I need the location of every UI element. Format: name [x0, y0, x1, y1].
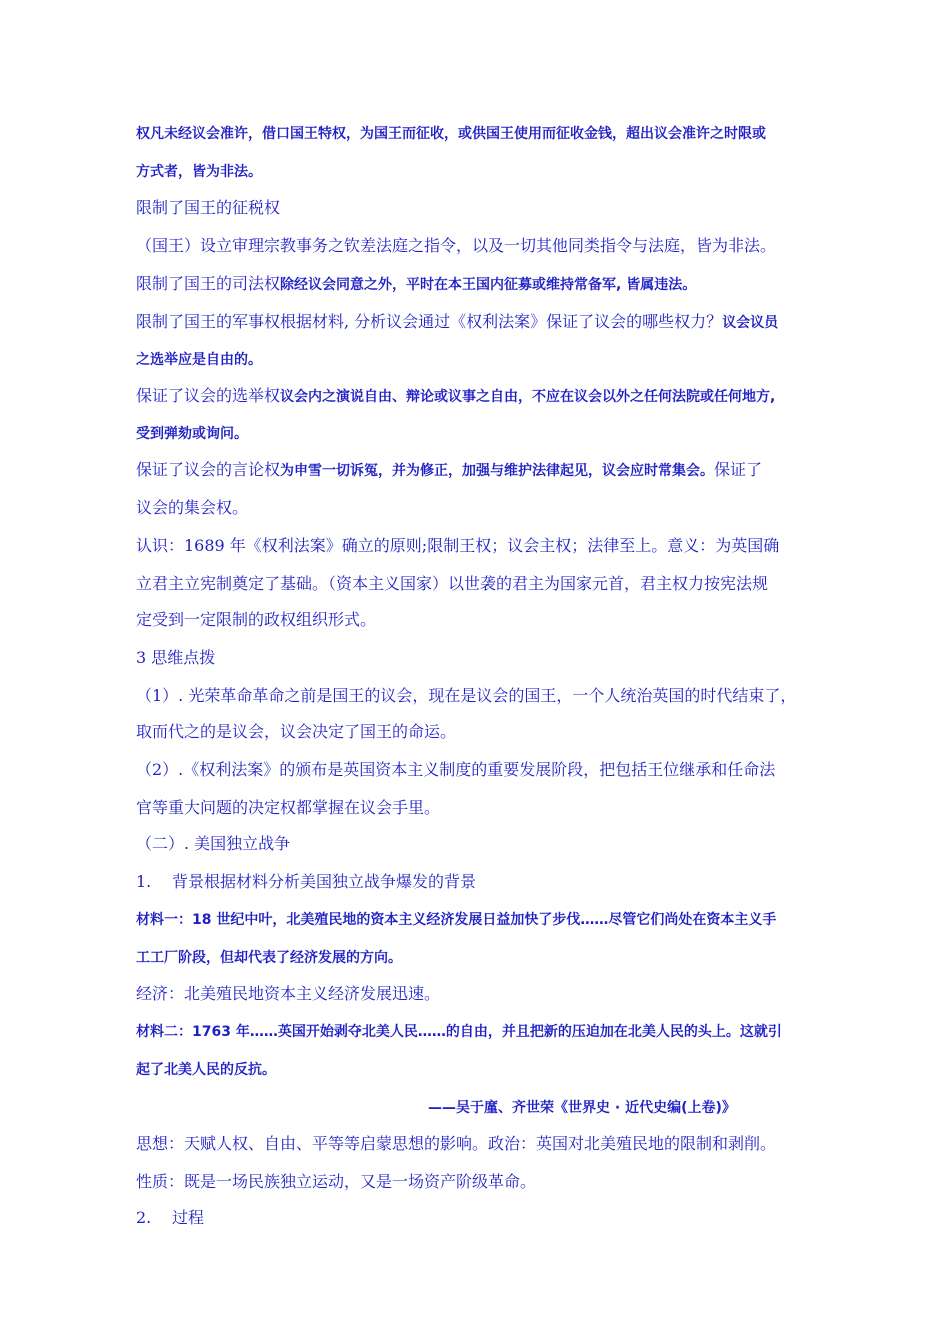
section-heading: （二）. 美国独立战争 [136, 834, 291, 853]
text-line: 限制了国王的征税权 [136, 198, 281, 217]
text-line: 定受到一定限制的政权组织形式。 [136, 610, 377, 629]
material-text: 材料二：1763 年……英国开始剥夺北美人民……的自由，并且把新的压迫加在北美人民的头上。这就引 [136, 1024, 782, 1040]
text-line: 性质：既是一场民族独立运动，又是一场资产阶级革命。 [136, 1172, 537, 1191]
text-span: 为申雪一切诉冤，并为修正，加强与维护法律起见，议会应时常集会。 [280, 463, 715, 479]
text-line: 经济：北美殖民地资本主义经济发展迅速。 [136, 984, 441, 1003]
text-span: 议会内之演说自由、辩论或议事之自由，不应在议会以外之任何法院或任何地方, [280, 389, 776, 405]
text-line [136, 460, 762, 481]
text-line: 思想：天赋人权、自由、平等等启蒙思想的影响。政治：英国对北美殖民地的限制和剥削。 [136, 1134, 777, 1153]
text-line: 官等重大问题的决定权都掌握在议会手里。 [136, 798, 441, 817]
text-line: 权凡未经议会准许，借口国王特权，为国王而征收，或供国王使用而征收金钱，超出议会准许之时限或 [136, 126, 766, 142]
text-span: 限制了国王的军事权根据材料, 分析议会通过《权利法案》保证了议会的哪些权力？ [136, 312, 723, 331]
list-number: 1. [136, 872, 152, 891]
list-number: 2. [136, 1208, 152, 1227]
material-text: 材料一：18 世纪中叶，北美殖民地的资本主义经济发展日益加快了步伐……尽管它们尚处在资本主义手 [136, 912, 777, 928]
section-heading: 3 思维点拨 [136, 648, 216, 667]
material-text: 工工厂阶段，但却代表了经济发展的方向。 [136, 950, 402, 966]
text-line [136, 386, 775, 407]
text-line: 取而代之的是议会，议会决定了国王的命运。 [136, 722, 457, 741]
text-line: 立君主立宪制奠定了基础。（资本主义国家）以世袭的君主为国家元首，君主权力按宪法规 [136, 574, 769, 593]
text-line: 受到弹劾或询问。 [136, 426, 248, 442]
text-line: 议会的集会权。 [136, 498, 249, 517]
text-span: 保证了议会的选举权 [136, 386, 281, 405]
text-line: （国王）设立审理宗教事务之钦差法庭之指令，以及一切其他同类指令与法庭，皆为非法。 [136, 236, 777, 255]
text-span: 背景根据材料分析美国独立战争爆发的背景 [172, 872, 477, 891]
text-line: 认识：1689 年《权利法案》确立的原则;限制王权；议会主权；法律至上。意义：为英国确 [136, 536, 780, 555]
text-span: 保证了议会的言论权 [136, 460, 281, 479]
text-span: 限制了国王的司法权 [136, 274, 281, 293]
citation: ——吴于廑、齐世荣《世界史 · 近代史编(上卷)》 [428, 1100, 736, 1116]
text-line: 之选举应是自由的。 [136, 352, 262, 368]
text-span: 除经议会同意之外，平时在本王国内征募或维持常备军, 皆属违法。 [280, 277, 697, 293]
text-line: （1）. 光荣革命革命之前是国王的议会，现在是议会的国王，一个人统治英国的时代结束了， [136, 686, 797, 705]
text-line: （2）.《权利法案》的颁布是英国资本主义制度的重要发展阶段，把包括王位继承和任命法 [136, 760, 776, 779]
text-span: 保证了 [714, 460, 763, 479]
numbered-heading [136, 1208, 204, 1228]
text-line: 方式者，皆为非法。 [136, 164, 262, 180]
text-line [136, 274, 696, 295]
text-line [136, 312, 778, 333]
text-span: 过程 [172, 1208, 205, 1227]
numbered-heading [136, 872, 476, 892]
material-text: 起了北美人民的反抗。 [136, 1062, 276, 1078]
text-span: 议会议员 [722, 315, 779, 331]
